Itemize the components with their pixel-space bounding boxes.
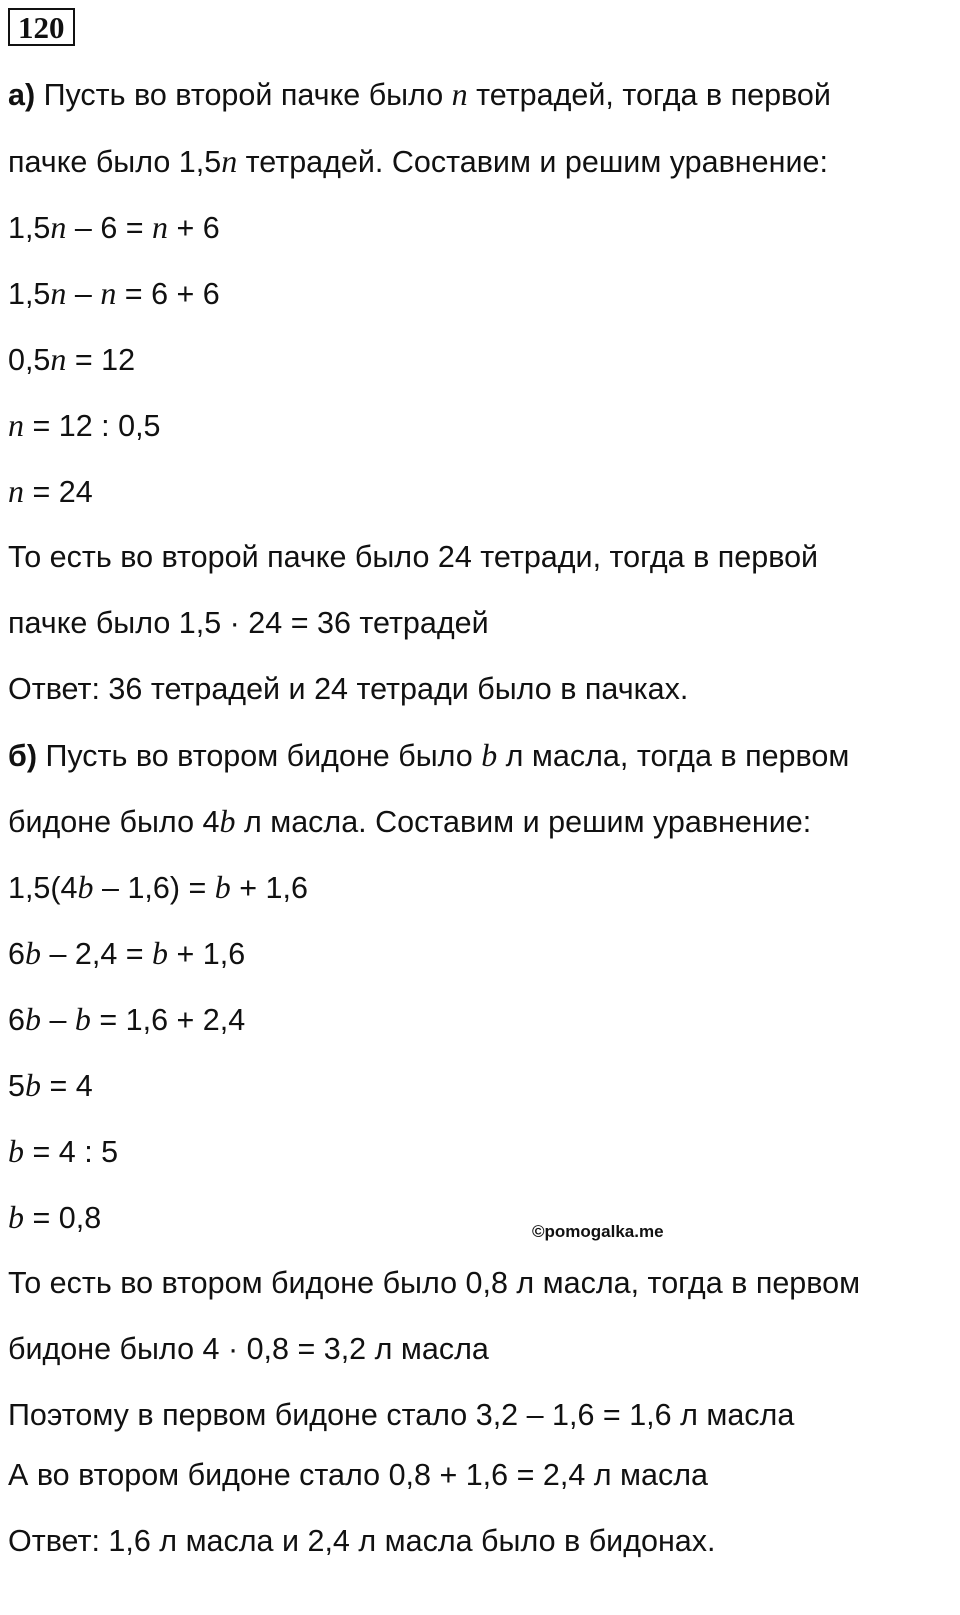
- part-b-condition-line: бидоне было 4b л масла. Составим и решим уравнение:: [8, 803, 812, 839]
- part-b-result-3: Поэтому в первом бидоне стало 3,2 – 1,6 = 1,6 л масла: [8, 1398, 795, 1432]
- variable-n: n: [100, 275, 117, 311]
- variable-b: b: [214, 869, 231, 905]
- part-a-result-2: пачке было 1,5 · 24 = 36 тетрадей: [8, 606, 489, 640]
- part-a-condition-line: пачке было 1,5n тетрадей. Составим и решим уравнение:: [8, 143, 828, 179]
- part-b-equation-5: b = 4 : 5: [8, 1133, 119, 1169]
- part-a-equation-1: 1,5n – 6 = n + 6: [8, 209, 220, 245]
- part-b-equation-1: 1,5(4b – 1,6) = b + 1,6: [8, 869, 308, 905]
- part-b-equation-3: 6b – b = 1,6 + 2,4: [8, 1001, 246, 1037]
- part-a-intro-line: а) Пусть во второй пачке было n тетрадей, тогда в первой: [8, 76, 831, 112]
- part-a-equation-2: 1,5n – n = 6 + 6: [8, 275, 220, 311]
- variable-n: n: [221, 143, 238, 179]
- variable-b: b: [77, 869, 94, 905]
- variable-n: n: [451, 76, 468, 112]
- variable-n: n: [8, 407, 24, 443]
- part-b-intro-line: б) Пусть во втором бидоне было b л масла, тогда в первом: [8, 737, 850, 773]
- variable-b: b: [24, 1001, 41, 1037]
- part-b-equation-4: 5b = 4: [8, 1067, 93, 1103]
- part-b-label: б): [8, 739, 37, 773]
- part-b-result-1: То есть во втором бидоне было 0,8 л масла, тогда в первом: [8, 1266, 861, 1300]
- variable-n: n: [152, 209, 169, 245]
- part-b-equation-2: 6b – 2,4 = b + 1,6: [8, 935, 246, 971]
- part-b-result-4: А во втором бидоне стало 0,8 + 1,6 = 2,4 л масла: [8, 1458, 708, 1492]
- part-a-answer: Ответ: 36 тетрадей и 24 тетради было в пачках.: [8, 672, 689, 706]
- variable-n: n: [8, 473, 24, 509]
- part-a-label: а): [8, 78, 36, 112]
- variable-b: b: [74, 1001, 91, 1037]
- variable-n: n: [50, 275, 67, 311]
- part-a-result-1: То есть во второй пачке было 24 тетради, тогда в первой: [8, 540, 819, 574]
- part-a-equation-5: n = 24: [8, 473, 93, 509]
- variable-b: b: [481, 737, 498, 773]
- part-a-equation-4: n = 12 : 0,5: [8, 407, 161, 443]
- variable-b: b: [152, 935, 169, 971]
- variable-b: b: [24, 935, 41, 971]
- task-number-box: 120: [8, 8, 75, 46]
- variable-n: n: [50, 209, 67, 245]
- variable-b: b: [219, 803, 236, 839]
- part-b-equation-6: b = 0,8: [8, 1199, 102, 1235]
- variable-b: b: [24, 1067, 41, 1103]
- variable-n: n: [50, 341, 67, 377]
- part-a-equation-3: 0,5n = 12: [8, 341, 136, 377]
- part-b-answer: Ответ: 1,6 л масла и 2,4 л масла было в бидонах.: [8, 1524, 716, 1558]
- variable-b: b: [8, 1133, 24, 1169]
- part-b-result-2: бидоне было 4 · 0,8 = 3,2 л масла: [8, 1332, 489, 1366]
- watermark: ©pomogalka.me: [532, 1222, 664, 1241]
- variable-b: b: [8, 1199, 24, 1235]
